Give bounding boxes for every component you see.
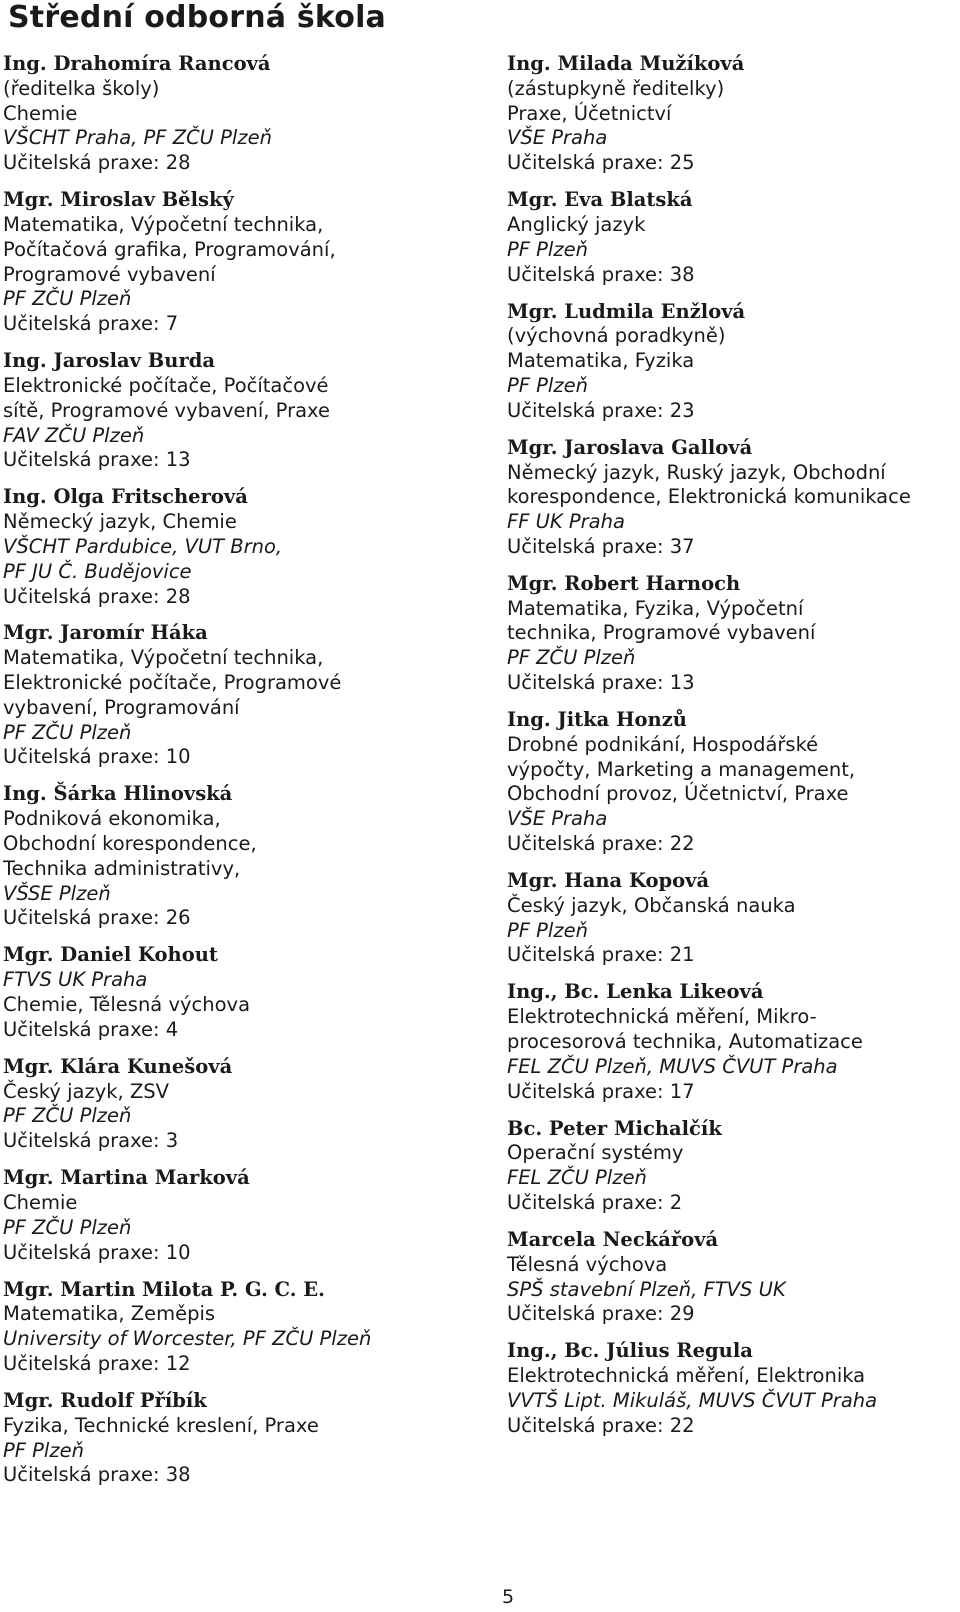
teacher-subjects: vybavení, Programování — [3, 695, 240, 719]
teacher-school: FAV ZČU Plzeň — [3, 423, 145, 447]
teacher-subjects: Elektronické počítače, Programové — [3, 671, 342, 695]
teacher-subjects: Německý jazyk, Ruský jazyk, Obchodní — [507, 460, 886, 484]
teacher-name: Ing., Bc. Lenka Likeová — [507, 980, 764, 1004]
teacher-school: PF ZČU Plzeň — [3, 720, 132, 744]
teacher-entry — [3, 52, 483, 176]
teacher-name: Bc. Peter Michalčík — [507, 1116, 722, 1140]
teacher-school: SPŠ stavební Plzeň, FTVS UK — [507, 1277, 786, 1301]
teacher-entry — [507, 869, 957, 968]
teacher-school: VŠCHT Pardubice, VUT Brno, — [3, 534, 283, 558]
teacher-name: Mgr. Martin Milota P. G. C. E. — [3, 1277, 325, 1301]
teacher-subjects: Chemie — [3, 101, 78, 125]
teacher-subjects: (zástupkyně ředitelky) — [507, 76, 725, 100]
teacher-school: VŠE Praha — [507, 126, 608, 150]
teacher-entry — [507, 52, 957, 176]
teacher-name: Ing. Drahomíra Rancová — [3, 52, 271, 75]
teacher-entry — [3, 943, 483, 1042]
teacher-entry — [507, 708, 957, 857]
teacher-school: PF Plzeň — [3, 1438, 84, 1462]
teaching-practice: Učitelská praxe: 10 — [3, 1240, 191, 1264]
teacher-subjects: Český jazyk, ZSV — [3, 1079, 170, 1103]
teacher-school: FEL ZČU Plzeň — [507, 1166, 647, 1190]
teacher-subjects: Matematika, Výpočetní technika, — [3, 646, 324, 670]
teacher-subjects: technika, Programové vybavení — [507, 621, 816, 645]
page-number: 5 — [501, 1586, 515, 1608]
teacher-school: PF Plzeň — [507, 237, 588, 261]
teacher-name: Mgr. Ludmila Enžlová — [507, 299, 746, 323]
teacher-entry — [507, 188, 957, 287]
teacher-subjects: výpočty, Marketing a management, — [507, 757, 856, 781]
teaching-practice: Učitelská praxe: 28 — [3, 584, 191, 608]
teacher-entry — [507, 1117, 957, 1216]
teacher-entry — [3, 782, 483, 931]
teacher-subjects: Počítačová grafika, Programování, — [3, 237, 336, 261]
teacher-name: Marcela Neckářová — [507, 1227, 719, 1251]
teacher-school: PF ZČU Plzeň — [3, 287, 132, 311]
teaching-practice: Učitelská praxe: 22 — [507, 832, 695, 856]
teaching-practice: Učitelská praxe: 7 — [3, 312, 179, 336]
teacher-entry — [3, 1278, 483, 1377]
teacher-entry — [3, 1389, 483, 1488]
teaching-practice: Učitelská praxe: 10 — [3, 745, 191, 769]
teacher-name: Mgr. Hana Kopová — [507, 869, 710, 893]
teacher-subjects: Matematika, Výpočetní technika, — [3, 212, 324, 236]
teaching-practice: Učitelská praxe: 12 — [3, 1351, 191, 1375]
teacher-subjects: (výchovná poradkyně) — [507, 324, 726, 348]
teacher-subjects: Anglický jazyk — [507, 212, 646, 236]
teacher-school: FF UK Praha — [507, 510, 625, 534]
teacher-entry — [507, 436, 957, 560]
teacher-subjects: Technika administrativy, — [3, 856, 241, 880]
teacher-name: Ing. Jaroslav Burda — [3, 349, 215, 373]
teaching-practice: Učitelská praxe: 28 — [3, 151, 191, 175]
teacher-subjects: Německý jazyk, Chemie — [3, 510, 237, 534]
teacher-name: Mgr. Daniel Kohout — [3, 943, 218, 967]
teacher-entry — [3, 485, 483, 609]
teaching-practice: Učitelská praxe: 38 — [3, 1463, 191, 1487]
teacher-name: Ing., Bc. Július Regula — [507, 1339, 753, 1363]
teacher-school: PF JU Č. Budějovice — [3, 559, 192, 583]
teacher-entry — [507, 1228, 957, 1327]
teacher-school: PF Plzeň — [507, 918, 588, 942]
teacher-school: University of Worcester, PF ZČU Plzeň — [3, 1327, 372, 1351]
teacher-school: VŠE Praha — [507, 807, 608, 831]
teaching-practice: Učitelská praxe: 26 — [3, 906, 191, 930]
left-column — [3, 52, 483, 1500]
teacher-school: PF ZČU Plzeň — [507, 646, 636, 670]
teacher-school: VŠCHT Praha, PF ZČU Plzeň — [3, 126, 272, 150]
teacher-subjects: (ředitelka školy) — [3, 76, 160, 100]
teacher-entry — [3, 1166, 483, 1265]
teacher-subjects: Matematika, Fyzika, Výpočetní — [507, 596, 804, 620]
teaching-practice: Učitelská praxe: 2 — [507, 1190, 683, 1214]
teacher-name: Ing. Jitka Honzů — [507, 708, 687, 732]
teacher-name: Ing. Milada Mužíková — [507, 52, 745, 75]
teacher-subjects: Fyzika, Technické kreslení, Praxe — [3, 1413, 319, 1437]
teacher-school: VVTŠ Lipt. Mikuláš, MUVS ČVUT Praha — [507, 1388, 878, 1412]
teacher-subjects: Drobné podnikání, Hospodářské — [507, 732, 819, 756]
teacher-subjects: Matematika, Fyzika — [507, 349, 695, 373]
teacher-subjects: Obchodní provoz, Účetnictví, Praxe — [507, 782, 849, 806]
teacher-subjects: Obchodní korespondence, — [3, 832, 257, 856]
teacher-school: PF ZČU Plzeň — [3, 1215, 132, 1239]
teacher-subjects: Elektrotechnická měření, Mikro- — [507, 1005, 817, 1029]
teaching-practice: Učitelská praxe: 3 — [3, 1129, 179, 1153]
teaching-practice: Učitelská praxe: 23 — [507, 398, 695, 422]
teacher-name: Mgr. Klára Kunešová — [3, 1054, 233, 1078]
teacher-entry — [507, 300, 957, 424]
teacher-name: Mgr. Eva Blatská — [507, 188, 693, 212]
page-title: Střední odborná škola — [8, 0, 386, 35]
teaching-practice: Učitelská praxe: 17 — [507, 1079, 695, 1103]
teacher-entry — [3, 188, 483, 337]
right-column — [507, 52, 957, 1451]
teaching-practice: Učitelská praxe: 38 — [507, 262, 695, 286]
teacher-name: Mgr. Miroslav Bělský — [3, 188, 234, 212]
teacher-subjects: Elektronické počítače, Počítačové — [3, 373, 329, 397]
teacher-name: Mgr. Robert Harnoch — [507, 571, 741, 595]
teacher-entry — [3, 1055, 483, 1154]
teacher-school: PF ZČU Plzeň — [3, 1104, 132, 1128]
teacher-subjects: Chemie — [3, 1190, 78, 1214]
teacher-subjects: Chemie, Tělesná výchova — [3, 993, 251, 1017]
teacher-subjects: Podniková ekonomika, — [3, 807, 221, 831]
teaching-practice: Učitelská praxe: 4 — [3, 1017, 179, 1041]
teacher-name: Mgr. Jaroslava Gallová — [507, 435, 753, 459]
teaching-practice: Učitelská praxe: 13 — [3, 448, 191, 472]
teaching-practice: Učitelská praxe: 21 — [507, 943, 695, 967]
teacher-subjects: Elektrotechnická měření, Elektronika — [507, 1364, 866, 1388]
teaching-practice: Učitelská praxe: 22 — [507, 1413, 695, 1437]
teacher-subjects: korespondence, Elektronická komunikace — [507, 485, 911, 509]
teacher-subjects: Matematika, Zeměpis — [3, 1302, 216, 1326]
teacher-entry — [3, 621, 483, 770]
teaching-practice: Učitelská praxe: 37 — [507, 534, 695, 558]
teacher-name: Ing. Olga Fritscherová — [3, 485, 248, 509]
teacher-school: PF Plzeň — [507, 373, 588, 397]
teacher-entry — [507, 1339, 957, 1438]
teacher-entry — [507, 572, 957, 696]
teaching-practice: Učitelská praxe: 13 — [507, 671, 695, 695]
teaching-practice: Učitelská praxe: 25 — [507, 151, 695, 175]
teacher-school: FEL ZČU Plzeň, MUVS ČVUT Praha — [507, 1054, 838, 1078]
teacher-subjects: Český jazyk, Občanská nauka — [507, 893, 796, 917]
teacher-school: VŠSE Plzeň — [3, 881, 111, 905]
teaching-practice: Učitelská praxe: 29 — [507, 1302, 695, 1326]
teacher-subjects: procesorová technika, Automatizace — [507, 1030, 863, 1053]
teacher-name: Mgr. Jaromír Háka — [3, 621, 208, 645]
teacher-entry — [3, 349, 483, 473]
teacher-subjects: sítě, Programové vybavení, Praxe — [3, 398, 330, 422]
teacher-school: FTVS UK Praha — [3, 968, 148, 992]
teacher-name: Mgr. Rudolf Příbík — [3, 1388, 207, 1412]
teacher-subjects: Operační systémy — [507, 1141, 684, 1165]
teacher-subjects: Programové vybavení — [3, 262, 216, 286]
teacher-subjects: Tělesná výchova — [507, 1252, 668, 1276]
teacher-name: Mgr. Martina Marková — [3, 1166, 250, 1190]
teacher-subjects: Praxe, Účetnictví — [507, 101, 672, 125]
teacher-entry — [507, 980, 957, 1104]
teacher-name: Ing. Šárka Hlinovská — [3, 782, 233, 806]
